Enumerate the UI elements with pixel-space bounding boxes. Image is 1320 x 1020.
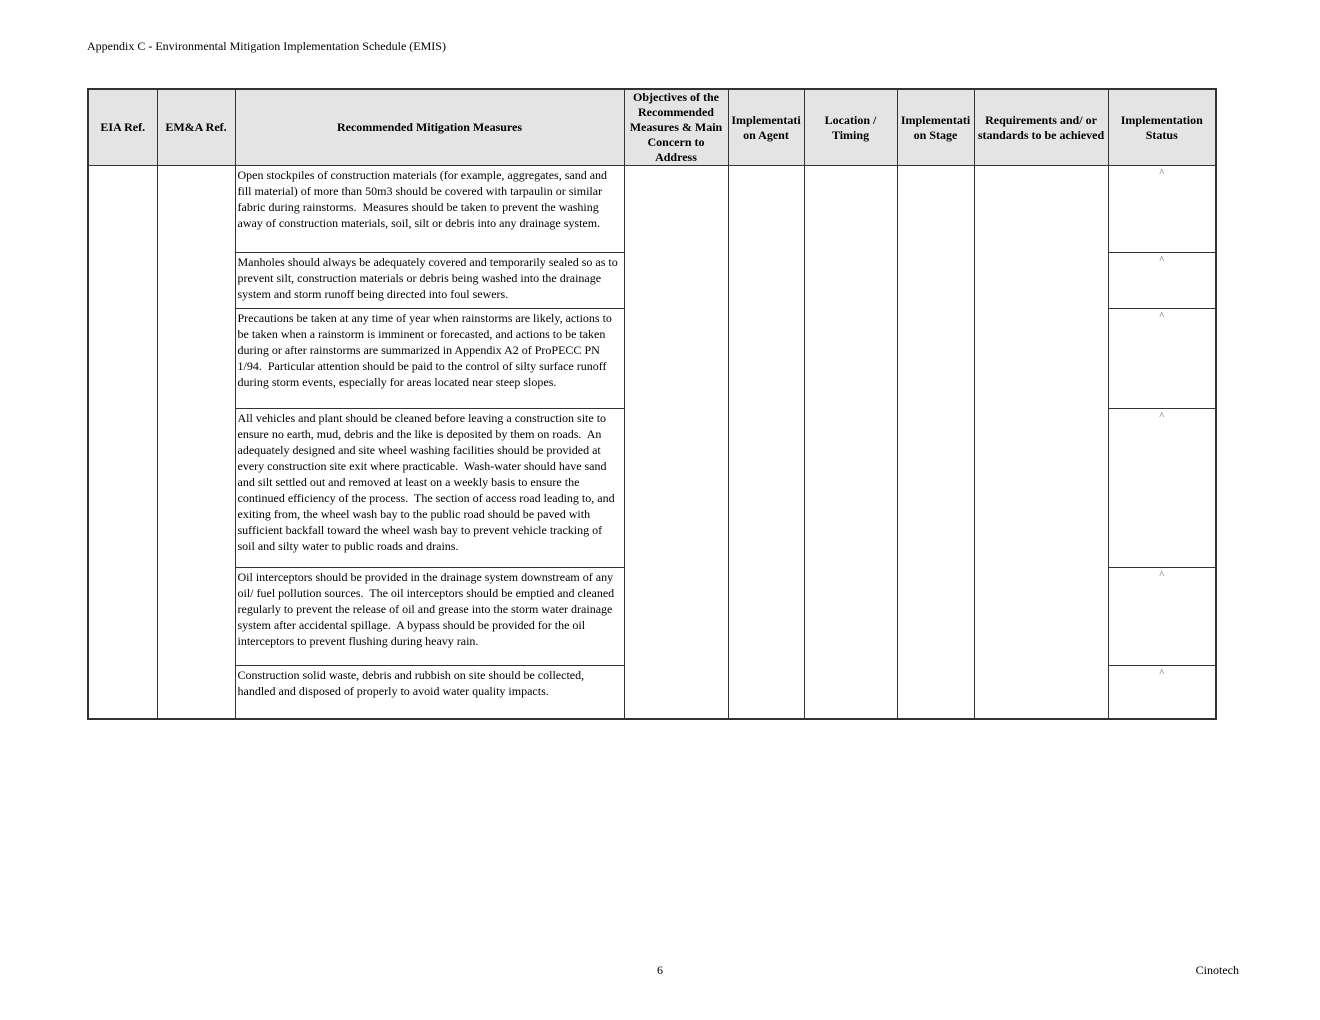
mitigation-measure-cell [235, 666, 624, 719]
mitigation-measure-cell [235, 166, 624, 253]
cell-implementation-stage [897, 166, 974, 719]
cell-requirements [974, 166, 1108, 719]
col-header-location-timing: Location / Timing [804, 89, 897, 166]
col-header-eia-ref: EIA Ref. [88, 89, 157, 166]
emis-table [87, 88, 1217, 720]
mitigation-measure-cell [235, 309, 624, 409]
page-title: Appendix C - Environmental Mitigation Implementation Schedule (EMIS) [87, 39, 446, 53]
implementation-status-cell: ^ [1108, 409, 1216, 568]
col-header-implementation-agent: Implementation Agent [728, 89, 804, 166]
mitigation-measure-cell [235, 568, 624, 666]
table-header-row [88, 89, 1216, 166]
cell-implementation-agent [728, 166, 804, 719]
mitigation-measure-text: Open stockpiles of construction materials (for example, aggregates, sand and fill material) of more than 50m3 should be covered with tarpaulin or similar fabric during rainstorms. Measures should be taken to prevent the washing away of construction materials, soil, silt or debris into any drainage system. [237, 168, 611, 230]
mitigation-measure-text: All vehicles and plant should be cleaned before leaving a construction site to ensure no earth, mud, debris and the like is deposited by them on roads. An adequately designed and site wheel washing facilities should be provided at every construction site exit where practicable. Wash-water should have sand and silt settled out and removed at least on a weekly basis to ensure the continued efficiency of the process. The section of access road leading to, and exiting from, the wheel wash bay to the public road should be paved with sufficient backfall toward the wheel wash bay to prevent vehicle tracking of soil and silty water to public roads and drains. [237, 411, 618, 553]
col-header-implementation-stage: Implementation Stage [897, 89, 974, 166]
mitigation-measure-text: Precautions be taken at any time of year when rainstorms are likely, actions to be taken when a rainstorm is imminent or forecasted, and actions to be taken during or after rainstorms are summarized in Appendix A2 of ProPECC PN 1/94. Particular attention should be paid to the control of silty surface runoff during storm events, especially for areas located near steep slopes. [237, 311, 615, 389]
cell-location-timing [804, 166, 897, 719]
mitigation-measure-text: Manholes should always be adequately covered and temporarily sealed so as to prevent silt, construction materials or debris being washed into the drainage system and storm runoff being directed into foul sewers. [237, 255, 621, 301]
mitigation-measure-text: Construction solid waste, debris and rubbish on site should be collected, handled and disposed of properly to avoid water quality impacts. [237, 668, 588, 698]
implementation-status-cell: ^ [1108, 666, 1216, 719]
implementation-status-cell: ^ [1108, 166, 1216, 253]
col-header-ema-ref: EM&A Ref. [157, 89, 235, 166]
implementation-status-cell: ^ [1108, 253, 1216, 309]
mitigation-measure-cell [235, 253, 624, 309]
table-row [88, 166, 1216, 253]
mitigation-measure-cell [235, 409, 624, 568]
cell-ema-ref [157, 166, 235, 719]
company-name: Cinotech [1195, 963, 1239, 977]
implementation-status-cell: ^ [1108, 309, 1216, 409]
col-header-requirements: Requirements and/ or standards to be achieved [974, 89, 1108, 166]
col-header-implementation-status: Implementation Status [1108, 89, 1216, 166]
col-header-objectives: Objectives of the Recommended Measures & Main Concern to Address [624, 89, 728, 166]
mitigation-measure-text: Oil interceptors should be provided in the drainage system downstream of any oil/ fuel pollution sources. The oil interceptors should be emptied and cleaned regularly to prevent the release of oil and grease into the storm water drainage system after accidental spillage. A bypass should be provided for the oil interceptors to prevent flushing during heavy rain. [237, 570, 618, 648]
implementation-status-cell: ^ [1108, 568, 1216, 666]
col-header-mitigation-measures: Recommended Mitigation Measures [235, 89, 624, 166]
cell-objectives [624, 166, 728, 719]
cell-eia-ref [88, 166, 157, 719]
page-number: 6 [657, 963, 663, 977]
